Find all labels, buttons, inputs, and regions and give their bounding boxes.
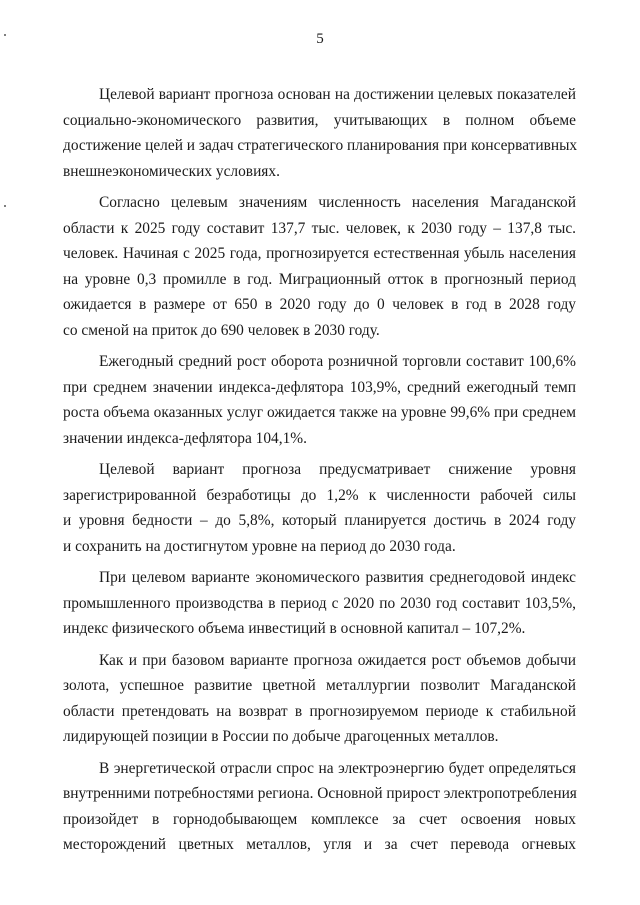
paragraph-retail bbox=[63, 349, 576, 451]
text-line: человек. Начиная с 2025 года, прогнозируется естественная убыль населения bbox=[63, 245, 576, 262]
paragraph-gold bbox=[63, 648, 576, 750]
text-line: и сохранить на достигнутом уровне на период до 2030 года. bbox=[63, 537, 456, 555]
text-line: роста объема оказанных услуг ожидается также на уровне 99,6% при среднем bbox=[63, 404, 576, 421]
text-line: внешнеэкономических условиях. bbox=[63, 162, 280, 180]
text-line: произойдет в горнодобывающем комплексе за счет освоения новых bbox=[63, 810, 576, 828]
text-line: области претендовать на возврат в прогнозируемом периоде к стабильной bbox=[63, 702, 576, 720]
page-number: 5 bbox=[316, 31, 324, 47]
scan-speck bbox=[4, 205, 6, 207]
scan-speck bbox=[4, 34, 6, 36]
text-line: на уровне 0,3 промилле в год. Миграционный отток в прогнозный период bbox=[63, 270, 576, 288]
text-line: Целевой вариант прогноза основан на достижении целевых показателей bbox=[99, 86, 576, 103]
text-line: Как и при базовом варианте прогноза ожидается рост объемов добычи bbox=[99, 651, 576, 669]
text-line: значении индекса-дефлятора 104,1%. bbox=[63, 429, 307, 447]
text-line: и уровня бедности – до 5,8%, который планируется достичь в 2024 году bbox=[63, 512, 576, 529]
document-body bbox=[63, 82, 576, 864]
text-line: Целевой вариант прогноза предусматривает снижение уровня bbox=[99, 461, 576, 478]
paragraph-industry bbox=[63, 565, 576, 642]
paragraph-energy bbox=[63, 756, 576, 858]
text-line: индекс физического объема инвестиций в основной капитал – 107,2%. bbox=[63, 620, 526, 637]
text-line: Согласно целевым значениям численность населения Магаданской bbox=[99, 194, 576, 211]
paragraph-unemployment bbox=[63, 457, 576, 559]
text-line: достижение целей и задач стратегического планирования при консервативных bbox=[63, 137, 578, 154]
text-line: лидирующей позиции в России по добыче драгоценных металлов. bbox=[63, 728, 499, 745]
paragraph-population bbox=[63, 190, 576, 343]
text-line: промышленного производства в период с 2020 по 2030 год составит 103,5%, bbox=[63, 594, 576, 612]
text-line: со сменой на приток до 690 человек в 2030 году. bbox=[63, 321, 380, 339]
text-line: При целевом варианте экономического развития среднегодовой индекс bbox=[99, 569, 576, 586]
text-line: зарегистрированной безработицы до 1,2% к численности рабочей силы bbox=[63, 486, 576, 504]
text-line: золота, успешное развитие цветной металлургии позволит Магаданской bbox=[63, 677, 576, 694]
text-line: ожидается в размере от 650 в 2020 году до 0 человек в год в 2028 году bbox=[63, 296, 576, 313]
text-line: месторождений цветных металлов, угля и за счет перевода огневых bbox=[63, 836, 576, 853]
text-line: области к 2025 году составит 137,7 тыс. человек, к 2030 году – 137,8 тыс. bbox=[63, 219, 576, 237]
text-line: В энергетической отрасли спрос на электроэнергию будет определяться bbox=[99, 759, 576, 777]
text-line: внутренними потребностями региона. Основной прирост электропотребления bbox=[63, 785, 577, 802]
text-line: социально-экономического развития, учитывающих в полном объеме bbox=[63, 111, 576, 129]
text-line: при среднем значении индекса-дефлятора 103,9%, средний ежегодный темп bbox=[63, 378, 576, 396]
text-line: Ежегодный средний рост оборота розничной торговли составит 100,6% bbox=[99, 353, 576, 370]
paragraph-target-scenario bbox=[63, 82, 576, 184]
